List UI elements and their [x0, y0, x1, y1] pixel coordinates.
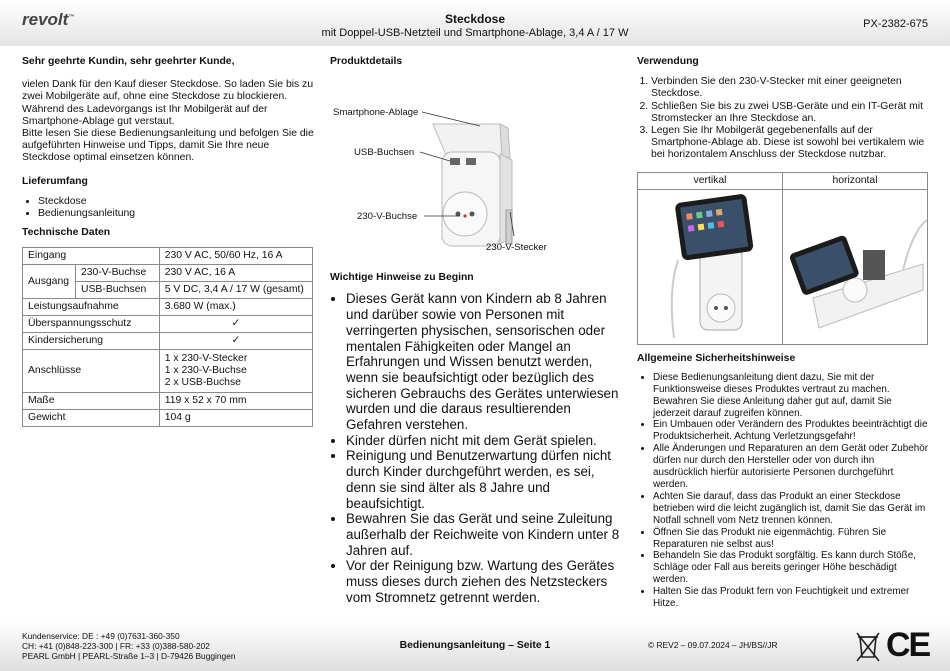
table-row: USB-Buchsen 5 V DC, 3,4 A / 17 W (gesamt): [23, 282, 313, 299]
page-header: [0, 0, 950, 46]
list-item: • Dieses Gerät kann von Kindern ab 8 Jahren und darüber sowie von Personen mit verringerten physischen, sensorischen oder mentalen Fähigkeiten oder Mangel an Erfahrungen und Wissen benutzt werden, wenn sie beaufsichtigt oder bezüglich des sicheren Gebrauchs des Gerätes unterwiesen wurden und die daraus resultierenden Gefahren verstehen.: [346, 291, 622, 432]
list-item: • Alle Änderungen und Reparaturen an dem Gerät oder Zubehör dürfen nur durch den Hersteller oder von durch ihn ausdrücklich hierfür autorisierte Personen durchgeführt werden.: [653, 443, 929, 491]
doc-title: Steckdose: [444, 12, 506, 26]
orient-horizontal-label: horizontal: [783, 172, 928, 189]
orientation-table: [637, 172, 928, 345]
product-heading: Produktdetails: [330, 56, 403, 67]
list-item: • Bedienungsanleitung: [38, 208, 314, 220]
list-item: • Vor der Reinigung bzw. Wartung des Gerätes muss dieses durch ziehen des Netzsteckers vom Stromnetz getrennt werden.: [346, 558, 622, 605]
weee-bin-icon: [855, 629, 881, 663]
column-middle: [330, 56, 622, 605]
product-code: PX-2382-675: [863, 18, 928, 30]
table-row: Kindersicherung ✓: [23, 333, 313, 350]
table-row: Eingang 230 V AC, 50/60 Hz, 16 A: [23, 248, 313, 265]
ce-mark: CE: [886, 626, 930, 664]
list-item: 2. Schließen Sie bis zu zwei USB-Geräte und ein IT-Gerät mit Stromstecker an Ihre Steckdose an.: [651, 101, 929, 125]
list-item: • Steckdose: [38, 196, 314, 208]
table-row: Leistungsaufnahme 3.680 W (max.): [23, 299, 313, 316]
table-row: Überspannungsschutz ✓: [23, 316, 313, 333]
table-row: Ausgang 230-V-Buchse 230 V AC, 16 A: [23, 265, 313, 282]
list-item: • Reinigung und Benutzerwartung dürfen nicht durch Kinder durchgeführt werden, es sei, denn sie sind älter als 8 Jahre und beaufsichtigt.: [346, 448, 622, 511]
tech-table: [22, 247, 313, 427]
label-plug: 230-V-Stecker: [486, 242, 547, 254]
label-phone-tray: Smartphone-Ablage: [333, 107, 419, 119]
column-right: [637, 56, 929, 610]
warnings-list: [330, 291, 622, 605]
product-illustration: [330, 68, 622, 264]
list-item: • Diese Bedienungsanleitung dient dazu, Sie mit der Funktionsweise dieses Produktes vertraut zu machen. Bewahren Sie diese Anleitung daher gut auf, damit Sie jederzeit darauf zugreifen können.: [653, 372, 929, 420]
page-number: Bedienungsanleitung – Seite 1: [399, 640, 551, 651]
revision-info: © REV2 – 09.07.2024 – JH/BS//JR: [648, 640, 778, 650]
scope-heading: Lieferumfang: [22, 175, 88, 187]
service-info: Kundenservice: DE : +49 (0)7631-360-350 CH: +41 (0)848-223-300 | FR: +33 (0)388-580-202 PEARL GmbH | PEARL-Straße 1–3 | D-79426 Buggingen: [22, 631, 236, 661]
warnings-heading: Wichtige Hinweise zu Beginn: [330, 272, 474, 284]
intro-text: vielen Dank für den Kauf dieser Steckdose. So laden Sie bis zu zwei Mobilgeräte auf, ohne eine Steckdose zu blockieren. Während des Ladevorgangs ist Ihr Mobilgerät auf der Smartphone-Ablage gut verstaut.: [22, 79, 314, 127]
list-item: • Kinder dürfen nicht mit dem Gerät spielen.: [346, 433, 622, 449]
product-diagram: [330, 68, 622, 264]
usage-list: [637, 76, 929, 161]
greeting: Sehr geehrte Kundin, sehr geehrter Kunde,: [22, 56, 235, 67]
brand-logo: revolt™: [22, 10, 75, 29]
list-item: • Bewahren Sie das Gerät und seine Zuleitung außerhalb der Reichweite von Kindern unter 8 Jahren auf.: [346, 511, 622, 558]
list-item: • Achten Sie darauf, dass das Produkt an einer Steckdose betrieben wird die leicht zugänglich ist, damit Sie das Gerät im Notfall schnell vom Netz trennen können.: [653, 491, 929, 527]
intro-text-2: Bitte lesen Sie diese Bedienungsanleitung und befolgen Sie die aufgeführten Hinweise und Tipps, damit Sie Ihre neue Steckdose optimal einsetzen können.: [22, 128, 314, 164]
doc-subtitle: mit Doppel-USB-Netzteil und Smartphone-Ablage, 3,4 A / 17 W: [321, 27, 629, 39]
table-row: [638, 172, 928, 189]
page-footer: [0, 621, 950, 671]
horizontal-usage-photo: [783, 190, 927, 340]
list-item: • Behandeln Sie das Produkt sorgfältig. Es kann durch Stöße, Schläge oder Fall aus bereits geringer Höhe beschädigt werden.: [653, 550, 929, 586]
list-item: 3. Legen Sie Ihr Mobilgerät gegebenenfalls auf der Smartphone-Ablage ab. Diese ist sowohl bei vertikalem wie bei horizontalem Anschluss der Steckdose nutzbar.: [651, 125, 929, 162]
list-item: • Ein Umbauen oder Verändern des Produktes beeinträchtigt die Produktsicherheit. Achtung Verletzungsgefahr!: [653, 419, 929, 443]
scope-list: [22, 196, 314, 220]
label-socket: 230-V-Buchse: [357, 211, 418, 223]
label-usb: USB-Buchsen: [354, 147, 415, 159]
table-row: Anschlüsse 1 x 230-V-Stecker 1 x 230-V-Buchse 2 x USB-Buchse: [23, 350, 313, 393]
list-item: • Öffnen Sie das Produkt nie eigenmächtig. Führen Sie Reparaturen nie selbst aus!: [653, 527, 929, 551]
vertical-usage-photo: [638, 190, 782, 340]
column-left: [22, 56, 314, 427]
list-item: 1. Verbinden Sie den 230-V-Stecker mit einer geeigneten Steckdose.: [651, 76, 929, 100]
list-item: • Halten Sie das Produkt fern von Feuchtigkeit und extremer Hitze.: [653, 586, 929, 610]
safety-list: [637, 372, 929, 610]
table-row: [638, 189, 928, 344]
check-icon: ✓: [159, 333, 312, 350]
table-row: Maße 119 x 52 x 70 mm: [23, 393, 313, 410]
usage-heading: Verwendung: [637, 56, 699, 67]
check-icon: ✓: [159, 316, 312, 333]
safety-heading: Allgemeine Sicherheitshinweise: [637, 352, 796, 364]
tech-heading: Technische Daten: [22, 227, 111, 239]
orient-vertical-label: vertikal: [638, 172, 783, 189]
table-row: Gewicht 104 g: [23, 410, 313, 427]
